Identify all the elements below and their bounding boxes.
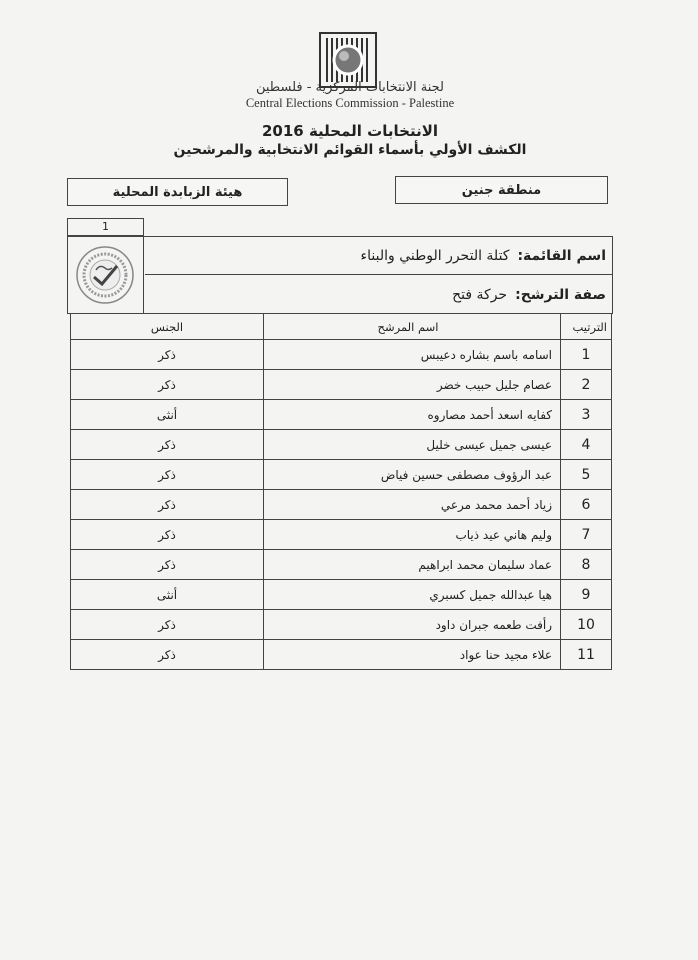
table-row xyxy=(71,610,612,640)
table-row xyxy=(71,490,612,520)
affiliation-label: صفة الترشح: xyxy=(515,287,606,303)
candidate-name: رأفت طعمه جبران داود xyxy=(264,610,561,640)
header-gender: الجنس xyxy=(71,314,264,340)
candidate-gender: ذكر xyxy=(71,340,264,370)
affiliation-row xyxy=(145,276,612,314)
table-header-row xyxy=(71,314,612,340)
table-row xyxy=(71,580,612,610)
list-number: 1 xyxy=(67,218,144,236)
council-box: هيئة الزبابدة المحلية xyxy=(67,178,288,206)
list-name-row xyxy=(145,237,612,275)
table-row xyxy=(71,430,612,460)
candidate-rank: 4 xyxy=(561,430,612,460)
header-rank: الترتيب xyxy=(561,314,612,340)
candidate-name: اسامه باسم بشاره دعيبس xyxy=(264,340,561,370)
candidate-name: عماد سليمان محمد ابراهيم xyxy=(264,550,561,580)
table-row xyxy=(71,400,612,430)
candidate-gender: ذكر xyxy=(71,520,264,550)
table-row xyxy=(71,370,612,400)
candidate-gender: ذكر xyxy=(71,550,264,580)
table-row xyxy=(71,550,612,580)
candidates-table xyxy=(70,313,612,670)
candidate-name: عصام جليل حبيب خضر xyxy=(264,370,561,400)
candidate-name: علاء مجيد حنا عواد xyxy=(264,640,561,670)
table-row xyxy=(71,520,612,550)
header-name: اسم المرشح xyxy=(264,314,561,340)
candidate-rank: 8 xyxy=(561,550,612,580)
candidate-rank: 1 xyxy=(561,340,612,370)
candidate-rank: 11 xyxy=(561,640,612,670)
candidate-rank: 10 xyxy=(561,610,612,640)
candidate-rank: 2 xyxy=(561,370,612,400)
list-seal-icon xyxy=(74,244,136,306)
candidate-name: زياد أحمد محمد مرعي xyxy=(264,490,561,520)
seal-cell xyxy=(67,236,144,314)
list-name-value: كتلة التحرر الوطني والبناء xyxy=(360,247,510,264)
table-row xyxy=(71,640,612,670)
candidate-gender: ذكر xyxy=(71,610,264,640)
list-info-box xyxy=(67,236,613,314)
candidate-gender: أنثى xyxy=(71,580,264,610)
table-row xyxy=(71,460,612,490)
candidate-name: وليم هاني عيد ذياب xyxy=(264,520,561,550)
candidate-gender: ذكر xyxy=(71,490,264,520)
candidate-gender: ذكر xyxy=(71,460,264,490)
affiliation-value: حركة فتح xyxy=(452,287,508,303)
candidate-gender: ذكر xyxy=(71,430,264,460)
candidate-name: عبد الرؤوف مصطفى حسين فياض xyxy=(264,460,561,490)
table-row xyxy=(71,340,612,370)
candidate-rank: 6 xyxy=(561,490,612,520)
document-title: الانتخابات المحلية 2016 xyxy=(261,122,439,140)
org-name-arabic: لجنة الانتخابات المركزية - فلسطين xyxy=(255,80,444,95)
candidate-gender: ذكر xyxy=(71,370,264,400)
org-name-english: Central Elections Commission - Palestine xyxy=(245,96,455,110)
region-box: منطقة جنين xyxy=(395,176,608,204)
candidate-gender: ذكر xyxy=(71,640,264,670)
candidate-name: كفايه اسعد أحمد مصاروه xyxy=(264,400,561,430)
candidate-rank: 9 xyxy=(561,580,612,610)
candidate-gender: أنثى xyxy=(71,400,264,430)
candidate-rank: 3 xyxy=(561,400,612,430)
list-name-label: اسم القائمة: xyxy=(517,247,606,264)
candidate-rank: 5 xyxy=(561,460,612,490)
document-subtitle: الكشف الأولي بأسماء القوائم الانتخابية والمرشحين xyxy=(173,142,527,158)
candidate-name: عيسى جميل عيسى خليل xyxy=(264,430,561,460)
candidate-rank: 7 xyxy=(561,520,612,550)
candidate-name: هيا عبدالله جميل كسبري xyxy=(264,580,561,610)
